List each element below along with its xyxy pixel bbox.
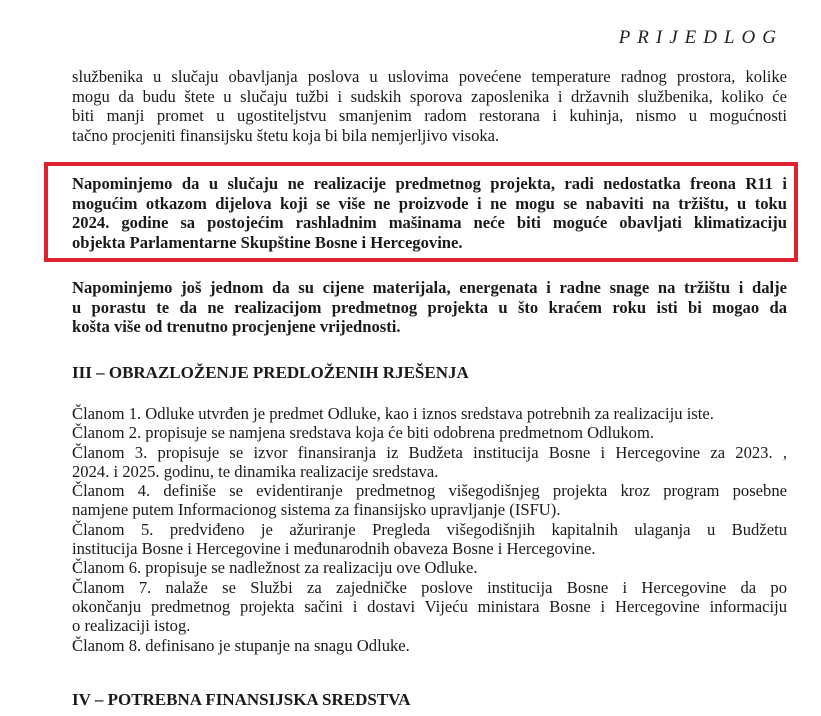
highlighted-paragraph — [72, 174, 787, 252]
document-status-header: PRIJEDLOG — [618, 27, 783, 48]
text-line: Napominjemo još jednom da su cijene materijala, energenata i radne snage na tržištu i dalje — [72, 278, 787, 297]
articles-explanation-list — [72, 404, 787, 655]
paragraph-damages — [72, 67, 787, 145]
paragraph-price-increase — [72, 278, 787, 337]
article-line: Članom 8. definisano je stupanje na snagu Odluke. — [72, 635, 410, 655]
article-line: Članom 3. propisuje se izvor finansiranja iz Budžeta institucija Bosne i Hercegovine za 2023. , — [72, 442, 787, 462]
text-line: u porastu te da ne realizacijom predmetnog projekta u što kraćem roku isti bi mogao da — [72, 297, 787, 317]
text-line: košta više od trenutno procjenjene vrijednosti. — [72, 317, 401, 337]
text-line: tačno procjeniti finansijsku štetu koja bi bila nemjerljivo visoka. — [72, 125, 500, 145]
text-line: službenika u slučaju obavljanja poslova u uslovima povećene temperature radnog prostora, kolike — [72, 67, 787, 86]
article-line: institucija Bosne i Hercegovine i međunarodnih obaveza Bosne i Hercegovine. — [72, 539, 596, 559]
article-line: 2024. i 2025. godinu, te dinamika realizacije sredstava. — [72, 461, 439, 481]
article-line: okončanju predmetnog projekta sačini i dostavi Vijeću ministara Bosne i Hercegovine informaciju — [72, 596, 787, 616]
article-line: namjene putem Informacionog sistema za finansijsko upravljanje (ISFU). — [72, 500, 561, 520]
article-line: Članom 4. definiše se evidentiranje predmetnog višegodišnjeg projekta kroz program posebne — [72, 481, 787, 501]
article-line: o realizaciji istog. — [72, 616, 191, 636]
text-line: mogućim otkazom dijelova koji se više ne proizvode i ne mogu se nabaviti na tržištu, u toku — [72, 193, 787, 213]
text-line: objekta Parlamentarne Skupštine Bosne i Hercegovine. — [72, 232, 463, 252]
article-line: Članom 5. predviđeno je ažuriranje Pregleda višegodišnjih kapitalnih ulaganja u Budžetu — [72, 519, 787, 539]
text-line: biti manji promet u ugostiteljstvu smanjenim radom restorana i kuhinja, nismo u mogućnosti — [72, 106, 787, 126]
text-line: Napominjemo da u slučaju ne realizacije predmetnog projekta, radi nedostatka freona R11 i — [72, 174, 787, 193]
section-heading-iv: IV – POTREBNA FINANSIJSKA SREDSTVA — [72, 690, 411, 709]
article-line: Članom 2. propisuje se namjena sredstava koja će biti odobrena predmetnom Odlukom. — [72, 423, 655, 443]
article-line: Članom 7. nalaže se Službi za zajedničke poslove institucija Bosne i Hercegovine da po — [72, 577, 787, 597]
text-line: mogu da budu štete u slučaju tužbi i sudskih sporova zaposlenika i državnih službenika, koliko će — [72, 86, 787, 106]
section-heading-iii: III – OBRAZLOŽENJE PREDLOŽENIH RJEŠENJA — [72, 363, 469, 382]
article-line: Članom 1. Odluke utvrđen je predmet Odluke, kao i iznos sredstava potrebnih za realizaciju iste. — [72, 404, 714, 423]
article-line: Članom 6. propisuje se nadležnost za realizaciju ove Odluke. — [72, 558, 478, 578]
text-line: 2024. godine sa postojećim rashladnim mašinama neće biti moguće obavljati klimatizaciju — [72, 213, 787, 233]
